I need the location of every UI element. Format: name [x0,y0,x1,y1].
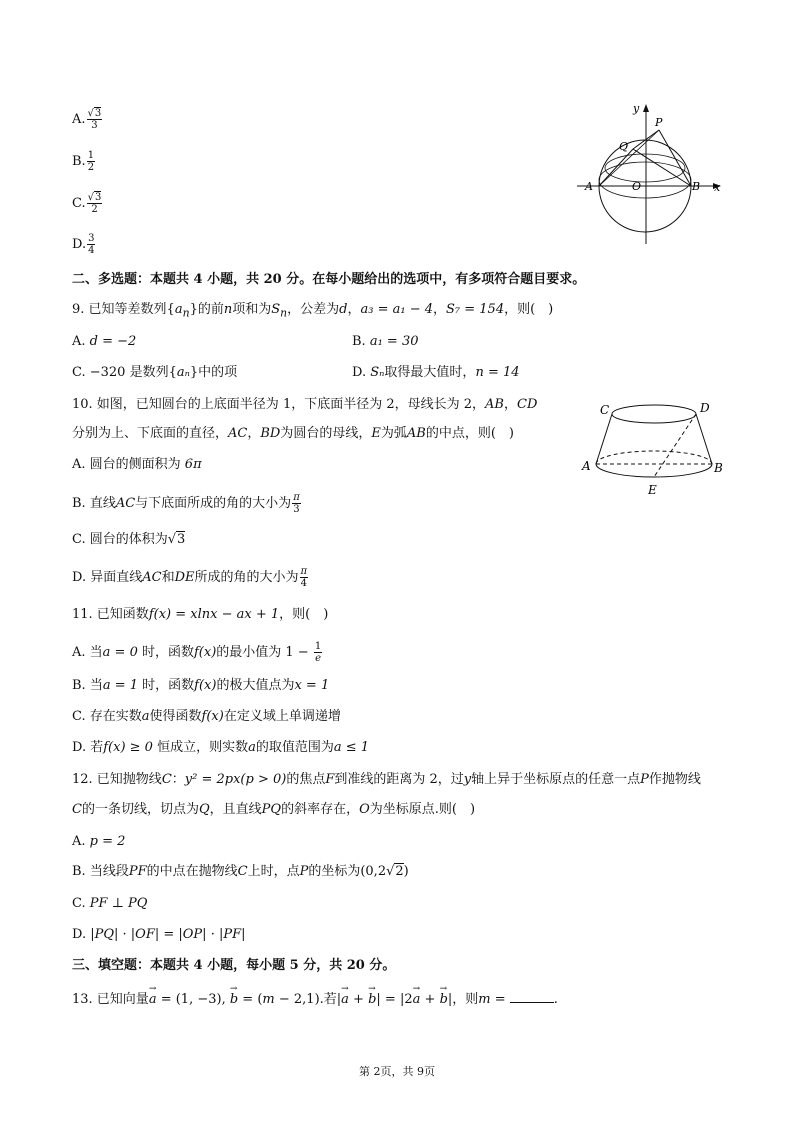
q10-stem-line2: 分别为上、下底面的直径，AC，BD为圆台的母线，E为弧AB的中点，则( ) [72,426,514,441]
q12-option-c: C. PF ⊥ PQ [72,896,148,911]
fig1-label-o: O [632,180,642,193]
q13-stem: 13. 已知向量→ a = (1, −3), → b = (m − 2,1).若|→ a + → b| = |2→ a + → b|，则m = . [72,990,558,1009]
fig2-label-e: E [648,483,657,497]
q9-stem: 9. 已知等差数列$\{a_n\}$的前n项和为$S_n$，公差为d，a₃ = a₁ − 4，S₇ = 154，则( ) [72,302,554,320]
fig1-label-b: B [692,180,701,193]
q10-option-a: A. 圆台的侧面积为 6π [72,457,202,472]
page-footer: 第 2页，共 9页 [359,1065,435,1078]
circle-figure [575,98,735,246]
fig1-label-p: P [655,116,663,129]
q12-option-b: B. 当线段PF的中点在抛物线C上时，点P的坐标为(0,2√2) [72,864,409,879]
fig2-label-c: C [600,403,610,417]
fig1-label-a: A [585,180,593,193]
section-2-heading: 二、多选题：本题共 4 小题，共 20 分。在每小题给出的选项中，有多项符合题目要求。 [72,272,586,287]
q8-option-c: C. $\frac{√3}{2}$ [72,192,102,215]
q9-option-d: D. Sₙ取得最大值时，n = 14 [352,365,520,380]
fig2-label-d: D [700,401,710,415]
q10-option-c: C. 圆台的体积为√3 [72,532,186,547]
q11-option-c: C. 存在实数a使得函数f(x)在定义域上单调递增 [72,709,341,724]
q11-option-b: B. 当a = 1 时，函数f(x)的极大值点为x = 1 [72,678,330,693]
q10-option-d: D. 异面直线AC和DE所成的角的大小为 $\frac{\pi}{4}$ [72,566,308,589]
q12-stem-line1: 12. 已知抛物线C：y² = 2px(p > 0)的焦点F到准线的距离为 2，过y轴上异于坐标原点的任意一点P作抛物线 [72,772,701,787]
fig2-label-a: A [582,459,591,473]
q12-option-a: A. p = 2 [72,834,126,849]
frustum-figure [578,392,728,500]
q9-option-b: B. a₁ = 30 [352,334,419,349]
q8-option-d: D. $\frac{3}{4}$ [72,233,95,256]
fig2-label-b: B [714,461,723,475]
fig1-label-q: Q [619,140,629,153]
q11-option-a: A. 当a = 0 时，函数f(x)的最小值为 1 − $\frac{1}{e}$ [72,641,322,664]
q8-option-b: B. $\frac{1}{2}$ [72,150,95,173]
q11-stem: 11. 已知函数f(x) = xlnx − ax + 1，则( ) [72,607,329,622]
q12-stem-line2: C的一条切线，切点为Q，且直线PQ的斜率存在，O为坐标原点.则( ) [72,802,476,817]
fig1-label-x: x [714,181,721,194]
fig1-label-y: y [633,102,640,115]
q11-option-d: D. 若f(x) ≥ 0 恒成立，则实数a的取值范围为a ≤ 1 [72,740,370,755]
q10-stem-line1: 10. 如图，已知圆台的上底面半径为 1，下底面半径为 2，母线长为 2，AB，CD [72,397,538,412]
q9-option-c: C. −320 是数列{aₙ}中的项 [72,365,238,380]
section-3-heading: 三、填空题：本题共 4 小题，每小题 5 分，共 20 分。 [72,958,396,973]
q9-option-a: A. d = −2 [72,334,137,349]
q10-option-b: B. 直线AC与下底面所成的角的大小为 $\frac{\pi}{3}$ [72,492,300,515]
q12-option-d: D. |PQ| · |OF| = |OP| · |PF| [72,927,246,942]
q8-option-a: A. $\frac{√3}{3}$ [72,108,102,131]
q13-answer-blank[interactable] [510,990,554,1003]
